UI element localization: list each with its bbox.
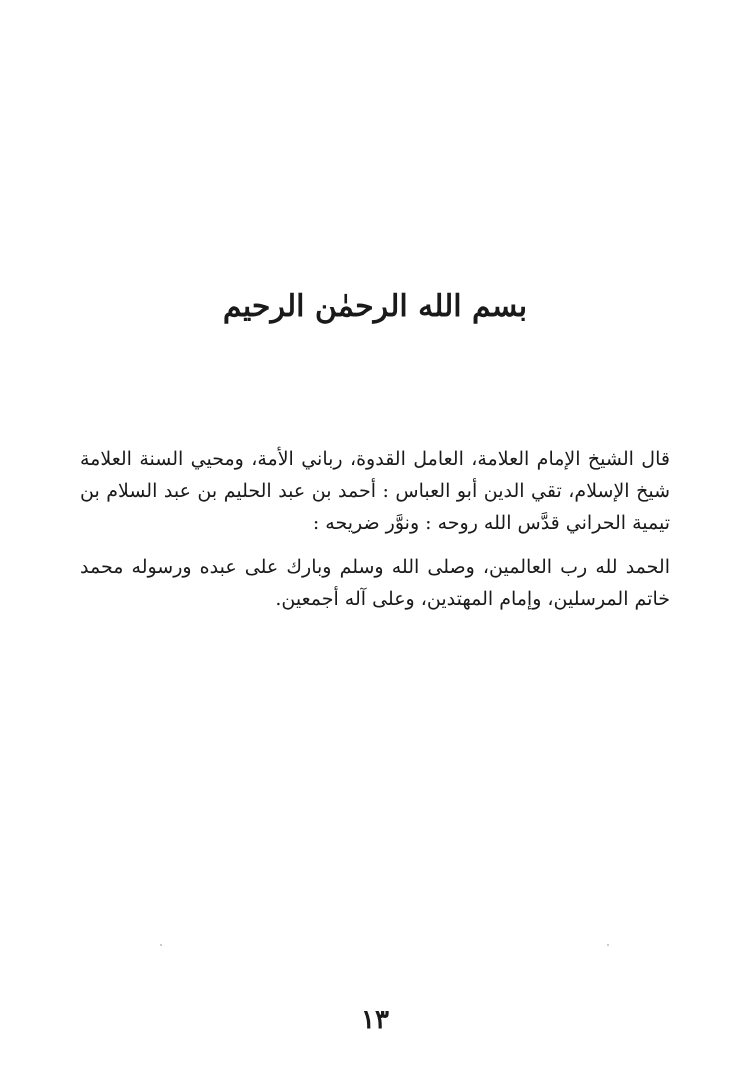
scan-speck: [607, 944, 609, 946]
scan-speck: [160, 944, 162, 946]
praise-paragraph: الحمد لله رب العالمين، وصلى الله وسلم وبارك على عبده ورسوله محمد خاتم المرسلين، وإمام المهتدين، وعلى آله أجمعين.: [80, 556, 670, 610]
intro-paragraph: قال الشيخ الإمام العلامة، العامل القدوة، رباني الأمة، ومحيي السنة العلامة شيخ الإسلام، تقي الدين أبو العباس : أحمد بن عبد الحليم بن عبد السلام بن تيمية الحراني قدَّس الله روحه : ونوَّر ضريحه :: [80, 448, 670, 534]
basmala-heading: بسم الله الرحمٰن الرحيم: [222, 289, 528, 324]
page-number: ١٣: [361, 1005, 389, 1035]
